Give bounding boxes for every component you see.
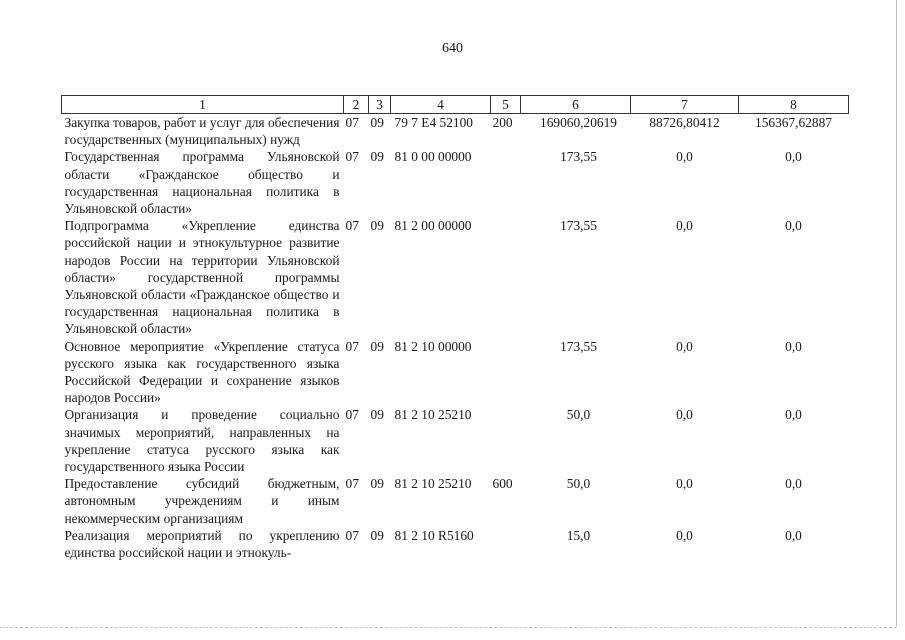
row-target-code: 81 2 10 25210: [394, 476, 472, 492]
page-number: 640: [442, 41, 463, 56]
table-header-row: [62, 96, 849, 114]
row-amount-6: 169060,20619: [540, 115, 617, 130]
row-amount-7: 0,0: [676, 527, 693, 543]
header-col-7: 7: [631, 96, 739, 114]
table-row: [62, 148, 849, 217]
row-subsection: 09: [370, 527, 384, 543]
row-expense-type: 200: [492, 115, 513, 130]
row-amount-8: 156367,62887: [755, 115, 832, 130]
row-amount-8: 0,0: [785, 407, 802, 423]
row-amount-7: 88726,80412: [649, 115, 720, 130]
page-right-edge: [896, 0, 897, 626]
table-row: [62, 217, 849, 337]
row-amount-6: 173,55: [560, 338, 597, 354]
row-name: Организация и проведение социально значимых мероприятий, направленных на укрепление статуса русского языка как государственного языка России: [64, 407, 340, 475]
page-bottom-edge: [0, 627, 897, 628]
row-amount-6: 173,55: [560, 218, 597, 234]
table-body: [62, 114, 849, 562]
header-col-2: 2: [344, 96, 369, 114]
header-col-6: 6: [521, 96, 631, 114]
row-target-code: 81 2 00 00000: [394, 218, 472, 234]
row-name: Предоставление субсидий бюджетным, автономным учреждениям и иным некоммерческим организациям: [64, 476, 340, 526]
header-col-4: 4: [391, 96, 491, 114]
row-subsection: 09: [370, 338, 384, 354]
row-subsection: 09: [370, 218, 384, 234]
budget-table: [61, 95, 849, 561]
row-amount-6: 50,0: [566, 407, 591, 423]
row-amount-7: 0,0: [676, 338, 693, 354]
row-expense-type: [491, 148, 521, 217]
row-name: Государственная программа Ульяновской области «Гражданское общество и государственная национальная политика в Ульяновской области»: [64, 149, 340, 217]
row-amount-7: 0,0: [676, 476, 693, 492]
row-expense-type: 600: [492, 476, 513, 492]
row-expense-type: [491, 406, 521, 475]
row-section: 07: [345, 476, 359, 492]
table-row: [62, 406, 849, 475]
row-section: 07: [345, 338, 359, 354]
row-target-code: 81 2 10 R5160: [394, 527, 474, 543]
row-subsection: 09: [370, 476, 384, 492]
row-section: 07: [345, 527, 359, 543]
row-amount-8: 0,0: [785, 338, 802, 354]
row-amount-8: 0,0: [785, 149, 802, 165]
row-amount-8: 0,0: [785, 476, 802, 492]
row-target-code: 81 2 10 00000: [394, 338, 472, 354]
row-expense-type: [491, 527, 521, 561]
row-amount-8: 0,0: [785, 527, 802, 543]
row-name: Закупка товаров, работ и услуг для обеспечения государственных (муниципальных) нужд: [64, 115, 340, 148]
row-name: Подпрограмма «Укрепление единства российской нации и этнокультурное развитие народов России на территории Ульяновской области» государственной программы Ульяновской области «Гражданское общество и государственная национальная политика в Ульяновской области»: [64, 218, 340, 337]
row-name: Реализация мероприятий по укреплению единства российской нации и этнокуль-: [64, 527, 340, 561]
row-section: 07: [345, 218, 359, 234]
row-section: 07: [345, 407, 359, 423]
row-target-code: 79 7 E4 52100: [394, 115, 473, 130]
table-row: [62, 475, 849, 527]
row-amount-6: 15,0: [566, 527, 591, 543]
row-target-code: 81 0 00 00000: [394, 149, 472, 165]
row-expense-type: [491, 217, 521, 337]
row-target-code: 81 2 10 25210: [394, 407, 472, 423]
row-section: 07: [345, 115, 359, 130]
row-name: Основное мероприятие «Укрепление статуса русского языка как государственного языка Российской Федерации и сохранение языков народов России»: [64, 338, 340, 406]
row-amount-7: 0,0: [676, 218, 693, 234]
row-subsection: 09: [370, 149, 384, 165]
table-row: [62, 527, 849, 561]
row-amount-6: 50,0: [566, 476, 591, 492]
row-section: 07: [345, 149, 359, 165]
row-amount-8: 0,0: [785, 218, 802, 234]
table-row: [62, 338, 849, 407]
table-row: [62, 114, 849, 149]
row-expense-type: [491, 338, 521, 407]
row-subsection: 09: [370, 115, 384, 130]
header-col-1: 1: [62, 96, 344, 114]
header-col-3: 3: [369, 96, 391, 114]
header-col-8: 8: [739, 96, 849, 114]
row-amount-6: 173,55: [560, 149, 597, 165]
row-amount-7: 0,0: [676, 407, 693, 423]
row-subsection: 09: [370, 407, 384, 423]
header-col-5: 5: [491, 96, 521, 114]
row-amount-7: 0,0: [676, 149, 693, 165]
